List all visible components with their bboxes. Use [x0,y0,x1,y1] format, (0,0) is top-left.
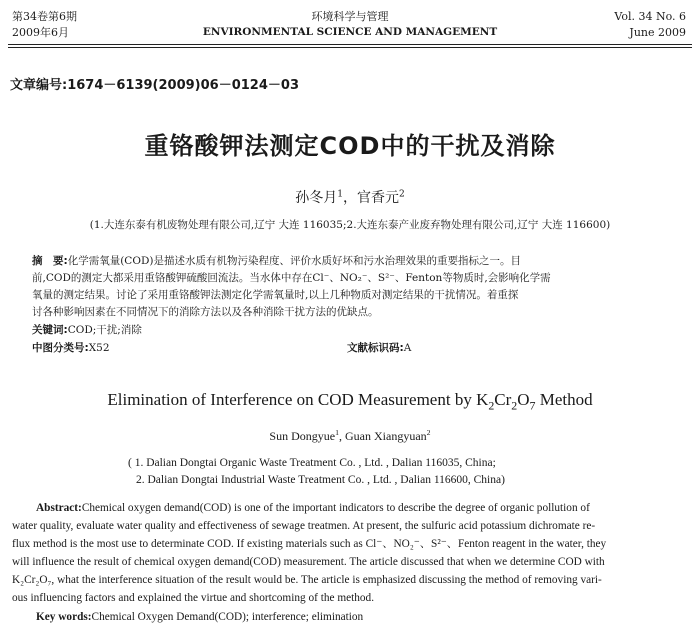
cn-abstract-text-1: 化学需氧量(COD)是描述水质有机物污染程度、评价水质好坏和污水治理效果的重要指标之一。目 [67,255,521,267]
header-rule-secondary [8,47,692,48]
en-title-sub-1: 2 [488,398,495,413]
en-authors [0,428,700,444]
cn-abstract-line-1 [32,253,521,270]
en-author-2: Guan Xiangyuan [345,429,427,443]
cn-affiliation: (1.大连东泰有机废物处理有限公司,辽宁 大连 116035;2.大连东泰产业废弃物处理有限公司,辽宁 大连 116600) [89,219,611,231]
cn-class-value: X52 [88,342,110,354]
cn-author-sep: ， [343,190,357,206]
en-abstract-line-3: flux method is the most use to determinate COD. If existing materials such as Cl⁻、NO₂⁻、S²⁻、Fenton reagent in the water, they [12,538,607,550]
cn-keywords-label: 关键词: [32,324,68,336]
cn-author-1: 孙冬月 [295,190,338,206]
cn-author-1-sup: 1 [337,189,343,200]
journal-title-cn: 环境科学与管理 [311,10,389,23]
en-abstract-label: Abstract: [36,502,82,514]
cn-abstract-line-4: 讨各种影响因素在不同情况下的消除方法以及各种消除干扰方法的优缺点。 [32,306,379,318]
en-title-sub-2: 2 [511,398,518,413]
en-title-part-2: Cr [494,390,512,409]
cn-title: 重铬酸钾法测定COD中的干扰及消除 [144,132,556,160]
en-keywords [36,608,363,626]
journal-title-en: ENVIRONMENTAL SCIENCE AND MANAGEMENT [202,26,498,38]
cn-keywords [32,322,142,339]
en-author-1-sup: 1 [335,428,339,437]
en-author-2-sup: 2 [426,428,431,437]
journal-date-cn: 2009年6月 [12,26,69,39]
cn-class-number [32,340,110,357]
cn-doc-label: 文献标识码: [347,342,404,354]
article-number: 文章编号:1674－6139(2009)06－0124－03 [10,78,299,93]
cn-authors [0,187,700,207]
en-author-sep: , [339,429,345,443]
en-title-part-3: O [517,390,530,409]
en-keywords-value: Chemical Oxygen Demand(COD); interference; elimination [91,611,364,623]
cn-abstract-label: 摘 要: [32,255,68,267]
en-abstract-line-2: water quality, evaluate water quality and effectiveness of sewage treatmen. At present, the sulfuric acid potassium dichromate re- [12,520,596,532]
en-title-part-1: Elimination of Interference on COD Measurement by K [107,390,489,409]
en-abstract-line-5: K₂Cr₂O₇, what the interference situation of the result would be. The article is emphasized discussing the method of removing vari- [12,574,602,586]
en-abstract-line-1 [36,499,590,517]
journal-volume-en: Vol. 34 No. 6 [614,10,686,23]
en-affiliation-1: ( 1. Dalian Dongtai Organic Waste Treatment Co. , Ltd. , Dalian 116035, China; [128,457,496,469]
cn-author-2: 官香元 [357,190,399,206]
cn-author-2-sup: 2 [399,189,405,200]
en-abstract-line-4: will influence the result of chemical oxygen demand(COD) measurement. The article discussed that when we determine COD with [12,556,605,568]
cn-class-label: 中图分类号: [32,342,89,354]
en-affiliation-2: 2. Dalian Dongtai Industrial Waste Treatment Co. , Ltd. , Dalian 116600, China) [136,474,505,486]
en-title-part-4: Method [535,390,593,409]
en-author-1: Sun Dongyue [269,429,336,443]
cn-keywords-value: COD;干扰;消除 [67,324,142,336]
cn-abstract-line-2: 前,COD的测定大都采用重铬酸钾硫酸回流法。当水体中存在Cl⁻、NO₂⁻、S²⁻、Fenton等物质时,会影响化学需 [32,272,551,284]
en-abstract-text-1: Chemical oxygen demand(COD) is one of the important indicators to describe the degree of organic pollution of [81,502,590,514]
journal-volume-cn: 第34卷第6期 [12,10,77,23]
journal-date-en: June 2009 [629,26,686,39]
cn-abstract-line-3: 氧量的测定结果。讨论了采用重铬酸钾法测定化学需氧量时,以上几种物质对测定结果的干扰情况。着重探 [32,289,519,301]
header-rule [8,44,692,45]
en-title-sub-3: 7 [529,398,536,413]
en-keywords-label: Key words: [36,611,92,623]
cn-doc-value: A [403,342,412,354]
cn-doc-code [347,340,411,357]
en-abstract-line-6: ous influencing factors and explained the virtue and shortcoming of the method. [12,592,375,604]
en-title [0,390,700,413]
